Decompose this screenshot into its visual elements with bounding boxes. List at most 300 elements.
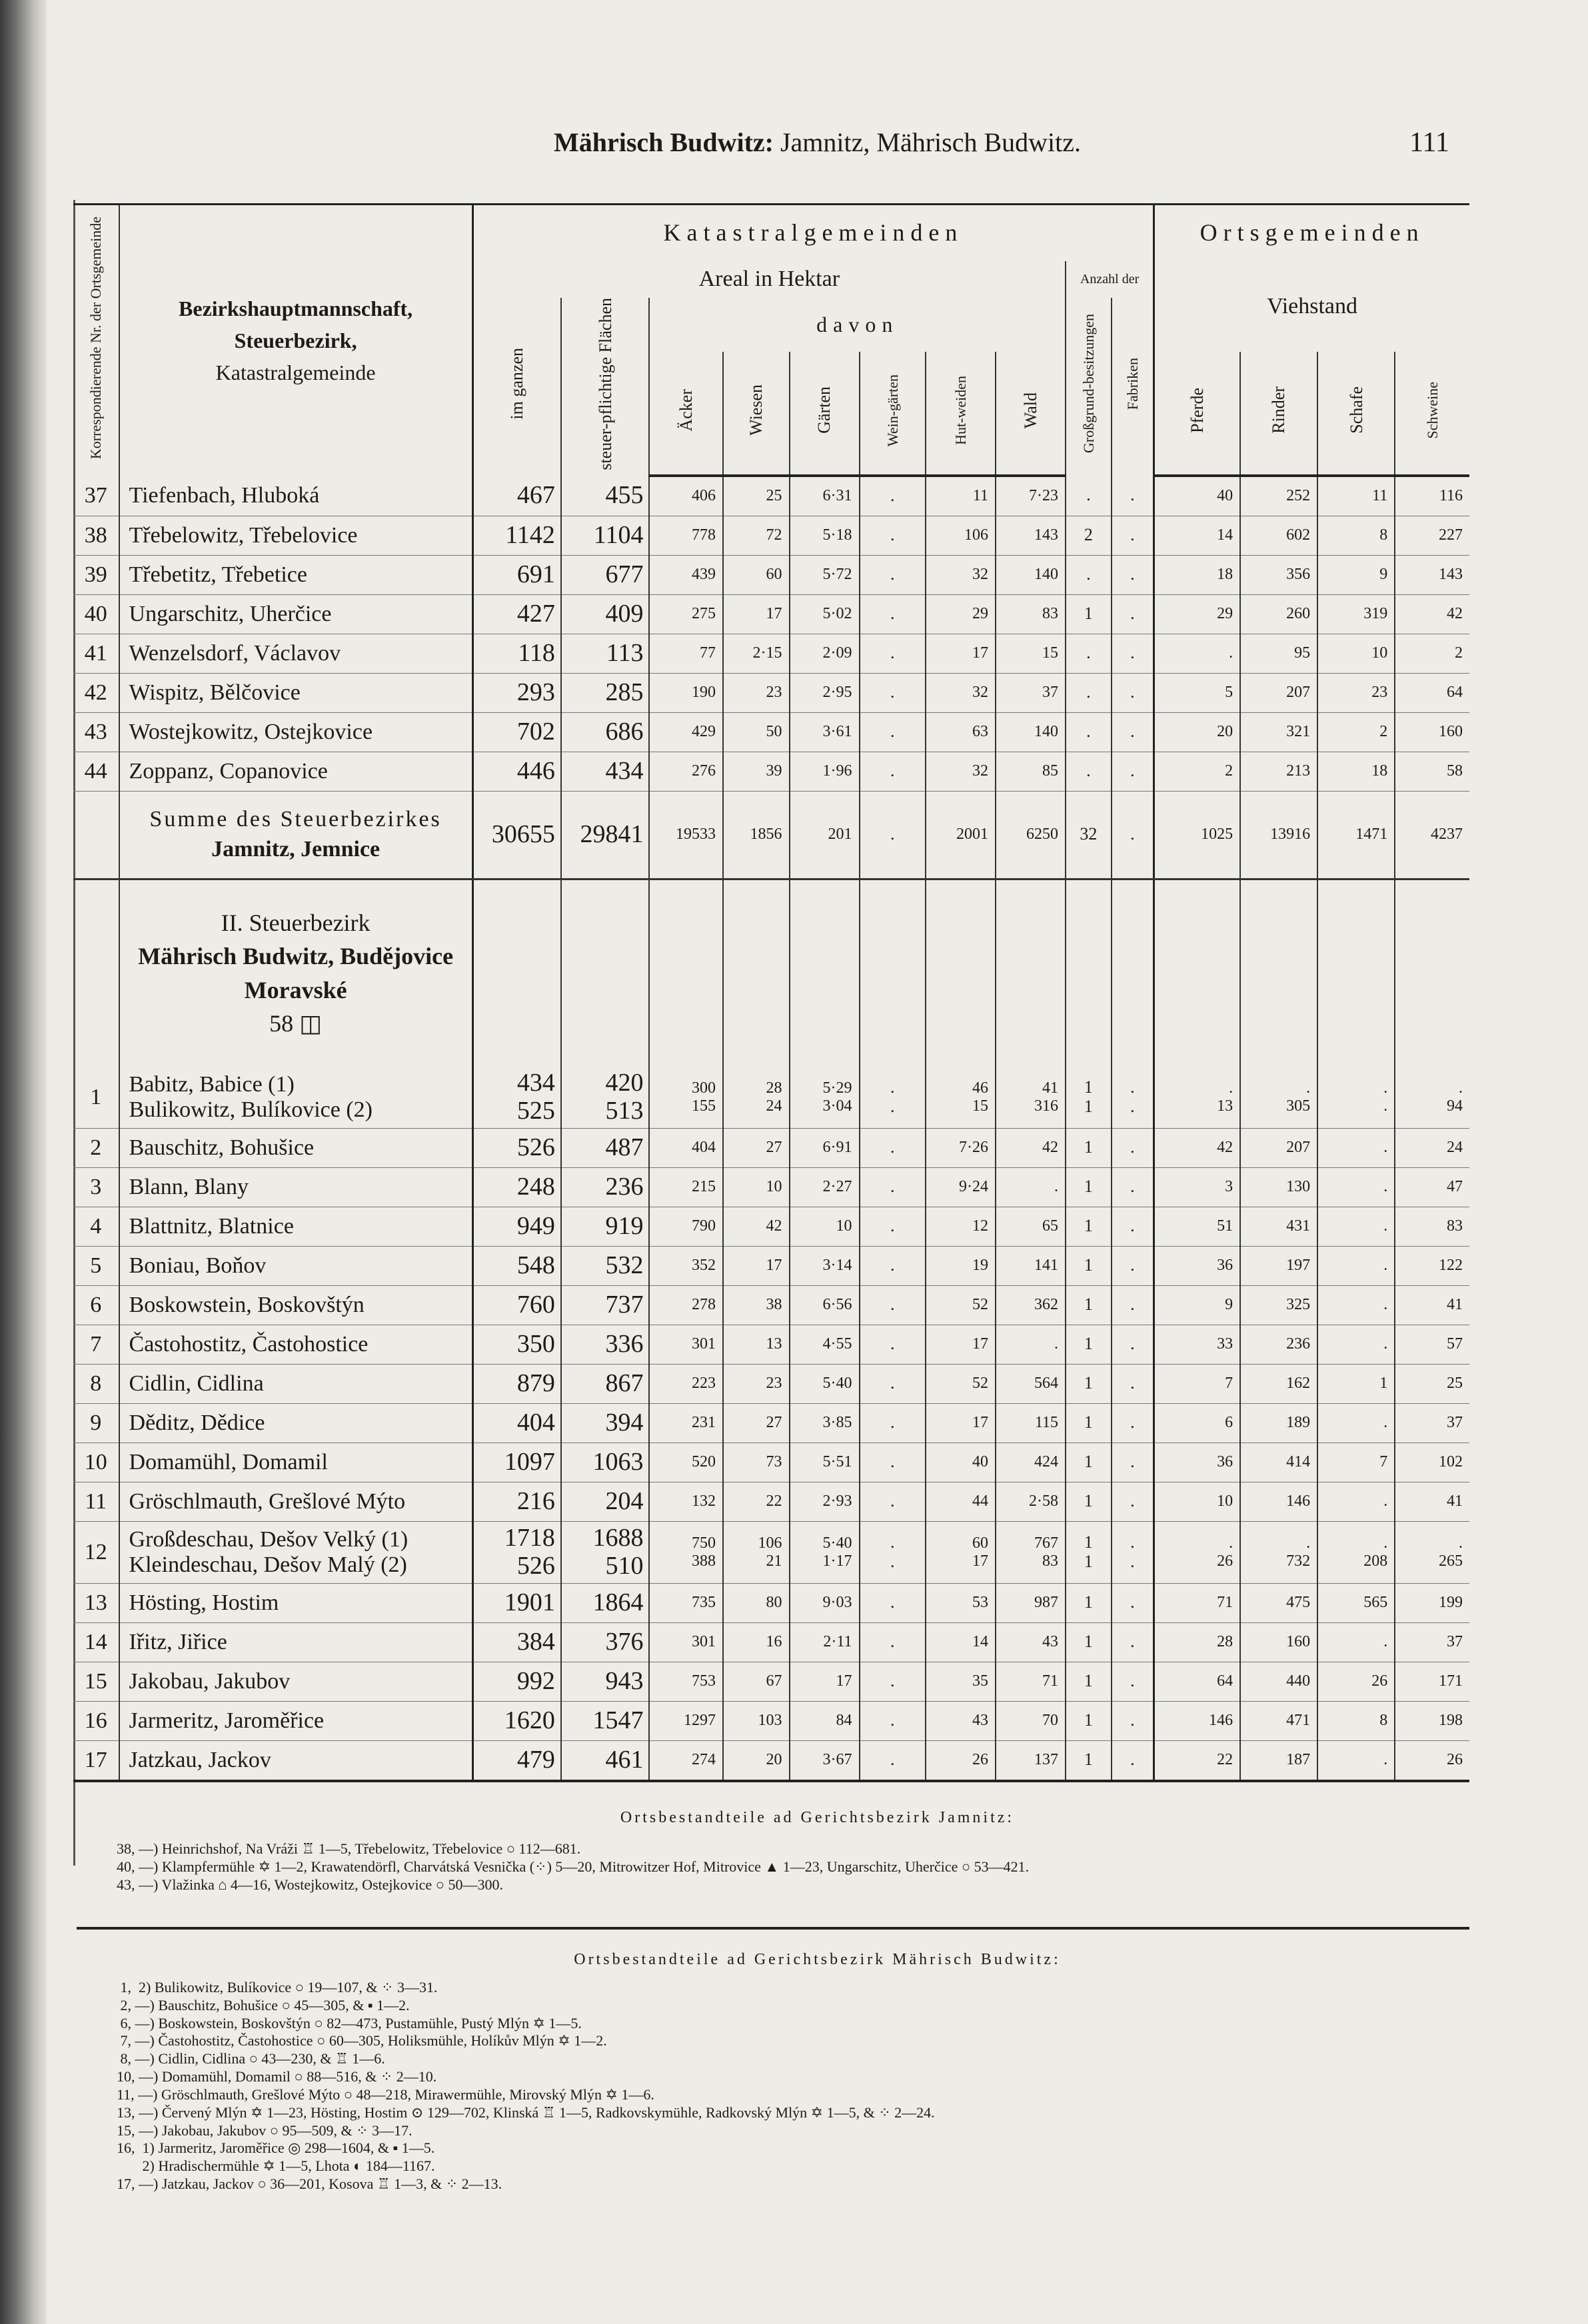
table-row: [73, 1285, 1469, 1325]
cell-wein: .: [860, 1403, 926, 1443]
cell-wein: .: [860, 555, 926, 594]
cell-steuer: 1864: [561, 1583, 650, 1622]
cell-wiesen: 106 21: [723, 1521, 789, 1583]
cell-wald: .: [996, 1167, 1066, 1207]
cell-gaerten: 2·95: [790, 673, 860, 712]
cell-gaerten: 5·02: [790, 594, 860, 634]
cell-gross: 1: [1066, 1207, 1112, 1246]
cell-gross: .: [1066, 752, 1112, 791]
cell-wald: 37: [996, 673, 1066, 712]
cell-wein: .: [860, 1246, 926, 1285]
cell-gaerten: 5·29 3·04: [790, 1067, 860, 1129]
summe-schafe: 1471: [1317, 791, 1395, 879]
cell-nr: 38: [73, 516, 119, 555]
cell-rinder: 207: [1240, 673, 1317, 712]
cell-nr: 5: [73, 1246, 119, 1285]
cell-rinder: 162: [1240, 1364, 1317, 1403]
cell-pferde: 22: [1154, 1740, 1240, 1781]
cell-acker: 439: [649, 555, 723, 594]
summe-wiesen: 1856: [723, 791, 789, 879]
cell-name: Wispitz, Bělčovice: [119, 673, 473, 712]
cell-gaerten: 2·09: [790, 634, 860, 673]
col-hutweiden: Hut-weiden: [926, 352, 996, 475]
cell-fab: .: [1112, 1167, 1154, 1207]
cell-wiesen: 72: [723, 516, 789, 555]
summe-wald: 6250: [996, 791, 1066, 879]
footnote-line: 1, 2) Bulikowitz, Bulíkovice ○ 19—107, & ⁘ 3—31.: [117, 1979, 438, 1996]
cell-wald: 140: [996, 712, 1066, 752]
footnote-heading-budwitz: Ortsbestandteile ad Gerichtsbezirk Mährisch Budwitz:: [574, 1951, 1061, 1968]
cell-rinder: 321: [1240, 712, 1317, 752]
cell-fab: .: [1112, 673, 1154, 712]
cell-schweine: 102: [1395, 1443, 1469, 1482]
cell-steuer: 686: [561, 712, 650, 752]
cell-hut: 17: [926, 1325, 996, 1364]
cell-fab: .: [1112, 1325, 1154, 1364]
table-row: [73, 1740, 1469, 1781]
cell-steuer: 943: [561, 1662, 650, 1701]
cell-acker: 520: [649, 1443, 723, 1482]
cell-pferde: 64: [1154, 1662, 1240, 1701]
col-schweine: Schweine: [1395, 352, 1469, 475]
col-gaerten: Gärten: [790, 352, 860, 475]
cell-acker: 77: [649, 634, 723, 673]
statistics-table: [73, 203, 1469, 1782]
running-header-bold: Mährisch Budwitz:: [553, 127, 774, 157]
footnote-line: 2, —) Bauschitz, Bohušice ○ 45—305, & ▪ 1—2.: [117, 1996, 410, 2014]
cell-schweine: 2: [1395, 634, 1469, 673]
cell-gaerten: 6·91: [790, 1128, 860, 1167]
cell-gross: 2: [1066, 516, 1112, 555]
cell-hut: 29: [926, 594, 996, 634]
cell-schafe: 11: [1317, 476, 1395, 516]
cell-pferde: 36: [1154, 1443, 1240, 1482]
cell-wein: .: [860, 1701, 926, 1740]
summe-hut: 2001: [926, 791, 996, 879]
cell-gaerten: 6·56: [790, 1285, 860, 1325]
cell-name: Tiefenbach, Hluboká: [119, 476, 473, 516]
cell-fab: .: [1112, 1583, 1154, 1622]
cell-schweine: 171: [1395, 1662, 1469, 1701]
table-body-budwitz: [73, 1067, 1469, 1781]
cell-gross: 1 1: [1066, 1067, 1112, 1129]
cell-hut: 46 15: [926, 1067, 996, 1129]
cell-acker: 132: [649, 1482, 723, 1521]
cell-ganz: 434 525: [472, 1067, 561, 1129]
cell-schweine: 199: [1395, 1583, 1469, 1622]
cell-gross: .: [1066, 673, 1112, 712]
summe-label: [119, 791, 473, 879]
col-pferde: Pferde: [1154, 352, 1240, 475]
cell-wald: 362: [996, 1285, 1066, 1325]
cell-hut: 43: [926, 1701, 996, 1740]
cell-wein: .: [860, 1207, 926, 1246]
cell-steuer: 285: [561, 673, 650, 712]
cell-gross: 1: [1066, 1740, 1112, 1781]
cell-gaerten: 5·72: [790, 555, 860, 594]
cell-hut: 44: [926, 1482, 996, 1521]
cell-pferde: .: [1154, 634, 1240, 673]
cell-schafe: 26: [1317, 1662, 1395, 1701]
cell-rinder: 414: [1240, 1443, 1317, 1482]
cell-fab: .: [1112, 634, 1154, 673]
cell-name: Ungarschitz, Uherčice: [119, 594, 473, 634]
cell-hut: 12: [926, 1207, 996, 1246]
cell-hut: 14: [926, 1622, 996, 1662]
cell-gaerten: 3·67: [790, 1740, 860, 1781]
cell-ganz: 992: [472, 1662, 561, 1701]
cell-acker: 190: [649, 673, 723, 712]
cell-wein: .: [860, 1167, 926, 1207]
cell-fab: .: [1112, 516, 1154, 555]
cell-fab: .: [1112, 594, 1154, 634]
cell-fab: .: [1112, 555, 1154, 594]
cell-pferde: . 13: [1154, 1067, 1240, 1129]
table-row: [73, 1067, 1469, 1129]
summe-gross: 32: [1066, 791, 1112, 879]
col-wiesen: Wiesen: [723, 352, 789, 475]
cell-schweine: . 94: [1395, 1067, 1469, 1129]
page-number: 111: [1409, 127, 1449, 158]
cell-steuer: 737: [561, 1285, 650, 1325]
cell-ganz: 248: [472, 1167, 561, 1207]
cell-acker: 276: [649, 752, 723, 791]
cell-acker: 429: [649, 712, 723, 752]
cell-wiesen: 17: [723, 594, 789, 634]
cell-nr: 16: [73, 1701, 119, 1740]
cell-name: Iřitz, Jiřice: [119, 1622, 473, 1662]
col-group-anzahl: Anzahl der: [1066, 261, 1154, 298]
cell-rinder: . 732: [1240, 1521, 1317, 1583]
cell-wiesen: 2·15: [723, 634, 789, 673]
cell-wein: .: [860, 1443, 926, 1482]
cell-hut: 32: [926, 673, 996, 712]
footnote-line: 15, —) Jakobau, Jakubov ○ 95—509, & ⁘ 3—17.: [117, 2121, 412, 2139]
cell-gaerten: 2·93: [790, 1482, 860, 1521]
cell-name: Gröschlmauth, Grešlové Mýto: [119, 1482, 473, 1521]
cell-wiesen: 17: [723, 1246, 789, 1285]
cell-schweine: 227: [1395, 516, 1469, 555]
cell-rinder: 160: [1240, 1622, 1317, 1662]
cell-steuer: 455: [561, 476, 650, 516]
summe-pferde: 1025: [1154, 791, 1240, 879]
cell-wald: 137: [996, 1740, 1066, 1781]
cell-fab: .: [1112, 476, 1154, 516]
cell-steuer: 376: [561, 1622, 650, 1662]
cell-ganz: 526: [472, 1128, 561, 1167]
cell-wein: .: [860, 594, 926, 634]
cell-steuer: 394: [561, 1403, 650, 1443]
cell-schafe: .: [1317, 1246, 1395, 1285]
cell-schafe: 1: [1317, 1364, 1395, 1403]
cell-fab: .: [1112, 1443, 1154, 1482]
cell-fab: .: [1112, 1207, 1154, 1246]
cell-acker: 406: [649, 476, 723, 516]
cell-rinder: 187: [1240, 1740, 1317, 1781]
cell-gross: 1: [1066, 1622, 1112, 1662]
cell-schweine: 64: [1395, 673, 1469, 712]
cell-steuer: 461: [561, 1740, 650, 1781]
cell-ganz: 691: [472, 555, 561, 594]
footnote-line: 38, —) Heinrichshof, Na Vráži ♖ 1—5, Třebelowitz, Třebelovice ○ 112—681.: [117, 1840, 581, 1857]
cell-gross: .: [1066, 712, 1112, 752]
cell-wald: 2·58: [996, 1482, 1066, 1521]
cell-pferde: 28: [1154, 1622, 1240, 1662]
cell-ganz: 1901: [472, 1583, 561, 1622]
cell-hut: 52: [926, 1364, 996, 1403]
cell-ganz: 293: [472, 673, 561, 712]
cell-steuer: 867: [561, 1364, 650, 1403]
footnote-line: 40, —) Klampfermühle ✡ 1—2, Krawatendörfl, Charvátská Vesnička (⁘) 5—20, Mitrowitzer Hof, Mitrovice ▲ 1—23, Ungarschitz, Uherčice ○ 53—421.: [117, 1858, 1030, 1875]
cell-steuer: 1547: [561, 1701, 650, 1740]
cell-rinder: 236: [1240, 1325, 1317, 1364]
cell-schweine: 47: [1395, 1167, 1469, 1207]
cell-schweine: 37: [1395, 1622, 1469, 1662]
section-line-1: II. Steuerbezirk: [221, 909, 371, 936]
section-line-3: Moravské: [244, 976, 347, 1003]
cell-pferde: 9: [1154, 1285, 1240, 1325]
cell-wiesen: 10: [723, 1167, 789, 1207]
cell-fab: .: [1112, 1246, 1154, 1285]
cell-nr: 39: [73, 555, 119, 594]
summe-nr: [73, 791, 119, 879]
cell-rinder: 440: [1240, 1662, 1317, 1701]
cell-wiesen: 25: [723, 476, 789, 516]
cell-rinder: 475: [1240, 1583, 1317, 1622]
cell-schweine: 143: [1395, 555, 1469, 594]
cell-rinder: 95: [1240, 634, 1317, 673]
col-schafe: Schafe: [1317, 352, 1395, 475]
cell-schafe: 18: [1317, 752, 1395, 791]
cell-name: Blattnitz, Blatnice: [119, 1207, 473, 1246]
cell-gross: 1: [1066, 1167, 1112, 1207]
cell-pferde: 33: [1154, 1325, 1240, 1364]
table-row: [73, 1662, 1469, 1701]
cell-wiesen: 22: [723, 1482, 789, 1521]
cell-name: Hösting, Hostim: [119, 1583, 473, 1622]
table-summary: [73, 791, 1469, 1067]
cell-acker: 300 155: [649, 1067, 723, 1129]
cell-hut: 52: [926, 1285, 996, 1325]
section-line-2: Mährisch Budwitz, Budějovice: [138, 943, 454, 970]
section-heading-row: [73, 879, 1469, 1067]
cell-rinder: 431: [1240, 1207, 1317, 1246]
cell-acker: 275: [649, 594, 723, 634]
cell-name: Babitz, Babice (1) Bulikowitz, Bulíkovice (2): [119, 1067, 473, 1129]
cell-acker: 223: [649, 1364, 723, 1403]
table-row: [73, 1167, 1469, 1207]
cell-acker: 750 388: [649, 1521, 723, 1583]
cell-hut: 17: [926, 634, 996, 673]
cell-gaerten: 2·27: [790, 1167, 860, 1207]
cell-wein: .: [860, 1482, 926, 1521]
cell-ganz: 479: [472, 1740, 561, 1781]
cell-wiesen: 13: [723, 1325, 789, 1364]
cell-gaerten: 4·55: [790, 1325, 860, 1364]
cell-hut: 9·24: [926, 1167, 996, 1207]
cell-pferde: 2: [1154, 752, 1240, 791]
cell-schweine: 42: [1395, 594, 1469, 634]
cell-pferde: 51: [1154, 1207, 1240, 1246]
cell-wiesen: 28 24: [723, 1067, 789, 1129]
cell-gross: 1: [1066, 1285, 1112, 1325]
cell-rinder: 207: [1240, 1128, 1317, 1167]
cell-wiesen: 60: [723, 555, 789, 594]
cell-gaerten: 84: [790, 1701, 860, 1740]
cell-wald: 424: [996, 1443, 1066, 1482]
cell-steuer: 487: [561, 1128, 650, 1167]
cell-nr: 13: [73, 1583, 119, 1622]
cell-rinder: 213: [1240, 752, 1317, 791]
cell-ganz: 350: [472, 1325, 561, 1364]
summe-ganz: 30655: [472, 791, 561, 879]
cell-name: Großdeschau, Dešov Velký (1) Kleindeschau, Dešov Malý (2): [119, 1521, 473, 1583]
cell-fab: . .: [1112, 1067, 1154, 1129]
cell-schafe: 8: [1317, 516, 1395, 555]
cell-wald: 42: [996, 1128, 1066, 1167]
cell-ganz: 1620: [472, 1701, 561, 1740]
cell-nr: 9: [73, 1403, 119, 1443]
cell-gross: 1: [1066, 1662, 1112, 1701]
cell-wald: 141: [996, 1246, 1066, 1285]
cell-wiesen: 67: [723, 1662, 789, 1701]
cell-wein: .: [860, 712, 926, 752]
footnote-line: 17, —) Jatzkau, Jackov ○ 36—201, Kosova ♖ 1—3, & ⁘ 2—13.: [117, 2175, 502, 2193]
footnote-line: 16, 1) Jarmeritz, Jaroměřice ◎ 298—1604, & ▪ 1—5.: [117, 2139, 435, 2157]
cell-hut: 106: [926, 516, 996, 555]
cell-nr: 41: [73, 634, 119, 673]
cell-gaerten: 1·96: [790, 752, 860, 791]
cell-pferde: 71: [1154, 1583, 1240, 1622]
cell-schafe: .: [1317, 1128, 1395, 1167]
col-group-areal: Areal in Hektar: [472, 261, 1066, 298]
cell-hut: 26: [926, 1740, 996, 1781]
cell-name: Wostejkowitz, Ostejkovice: [119, 712, 473, 752]
footnote-divider: [77, 1927, 1469, 1930]
cell-wiesen: 27: [723, 1128, 789, 1167]
cell-gaerten: 5·18: [790, 516, 860, 555]
cell-gross: 1 1: [1066, 1521, 1112, 1583]
cell-gaerten: 2·11: [790, 1622, 860, 1662]
col-group-davon: davon: [649, 298, 1066, 352]
cell-schafe: .: [1317, 1167, 1395, 1207]
cell-ganz: 879: [472, 1364, 561, 1403]
cell-gaerten: 5·40: [790, 1364, 860, 1403]
cell-rinder: 197: [1240, 1246, 1317, 1285]
cell-wiesen: 38: [723, 1285, 789, 1325]
cell-gross: 1: [1066, 1128, 1112, 1167]
cell-hut: 60 17: [926, 1521, 996, 1583]
cell-nr: 14: [73, 1622, 119, 1662]
footnote-line: 11, —) Gröschlmauth, Grešlové Mýto ○ 48—218, Mirawermühle, Mirovský Mlýn ✡ 1—6.: [117, 2085, 654, 2103]
cell-hut: 32: [926, 555, 996, 594]
cell-ganz: 702: [472, 712, 561, 752]
cell-wein: .: [860, 1583, 926, 1622]
cell-ganz: 216: [472, 1482, 561, 1521]
col-acker: Äcker: [649, 352, 723, 475]
col-grossgrund: Großgrund-besitzungen: [1066, 298, 1112, 476]
cell-wein: . .: [860, 1067, 926, 1129]
cell-wald: 564: [996, 1364, 1066, 1403]
cell-hut: 53: [926, 1583, 996, 1622]
cell-fab: .: [1112, 1740, 1154, 1781]
cell-pferde: . 26: [1154, 1521, 1240, 1583]
cell-schafe: 23: [1317, 673, 1395, 712]
cell-schafe: 8: [1317, 1701, 1395, 1740]
cell-nr: 8: [73, 1364, 119, 1403]
cell-hut: 19: [926, 1246, 996, 1285]
cell-gaerten: 5·40 1·17: [790, 1521, 860, 1583]
running-header: [47, 127, 1588, 158]
cell-wiesen: 50: [723, 712, 789, 752]
cell-name: Wenzelsdorf, Václavov: [119, 634, 473, 673]
cell-schweine: 58: [1395, 752, 1469, 791]
cell-ganz: 1718 526: [472, 1521, 561, 1583]
cell-acker: 753: [649, 1662, 723, 1701]
section-nr: [73, 879, 119, 1067]
cell-nr: 2: [73, 1128, 119, 1167]
cell-gross: .: [1066, 555, 1112, 594]
cell-gross: 1: [1066, 594, 1112, 634]
cell-name: Domamühl, Domamil: [119, 1443, 473, 1482]
footnote-line: 10, —) Domamühl, Domamil ○ 88—516, & ⁘ 2—10.: [117, 2068, 437, 2085]
col-rinder: Rinder: [1240, 352, 1317, 475]
summe-rinder: 13916: [1240, 791, 1317, 879]
cell-schafe: .: [1317, 1325, 1395, 1364]
cell-name: Děditz, Dědice: [119, 1403, 473, 1443]
cell-fab: .: [1112, 1364, 1154, 1403]
cell-fab: .: [1112, 1701, 1154, 1740]
cell-fab: .: [1112, 1622, 1154, 1662]
cell-ganz: 548: [472, 1246, 561, 1285]
cell-name: Boniau, Boňov: [119, 1246, 473, 1285]
cell-wein: .: [860, 1285, 926, 1325]
cell-nr: 11: [73, 1482, 119, 1521]
cell-steuer: 409: [561, 594, 650, 634]
cell-wiesen: 27: [723, 1403, 789, 1443]
cell-wald: 140: [996, 555, 1066, 594]
cell-schafe: 7: [1317, 1443, 1395, 1482]
cell-wein: .: [860, 1622, 926, 1662]
cell-acker: 301: [649, 1325, 723, 1364]
summe-label-1: Summe des Steuerbezirkes: [149, 807, 442, 832]
cell-schweine: 122: [1395, 1246, 1469, 1285]
cell-nr: 12: [73, 1521, 119, 1583]
cell-wein: .: [860, 1128, 926, 1167]
cell-pferde: 146: [1154, 1701, 1240, 1740]
table-row: [73, 1403, 1469, 1443]
cell-gaerten: 5·51: [790, 1443, 860, 1482]
cell-rinder: 325: [1240, 1285, 1317, 1325]
cell-wald: 987: [996, 1583, 1066, 1622]
cell-wald: 71: [996, 1662, 1066, 1701]
cell-gross: .: [1066, 476, 1112, 516]
cell-nr: 40: [73, 594, 119, 634]
cell-fab: .: [1112, 752, 1154, 791]
cell-wald: 41 316: [996, 1067, 1066, 1129]
cell-schafe: .: [1317, 1622, 1395, 1662]
cell-fab: .: [1112, 1662, 1154, 1701]
col-bezirk: Bezirkshauptmannschaft, Steuerbezirk, Katastralgemeinde: [119, 205, 473, 476]
cell-ganz: 949: [472, 1207, 561, 1246]
cell-pferde: 6: [1154, 1403, 1240, 1443]
table-row: [73, 1622, 1469, 1662]
cell-schweine: 41: [1395, 1482, 1469, 1521]
section-line-4: 58 ◫: [269, 1009, 323, 1037]
cell-nr: 3: [73, 1167, 119, 1207]
cell-gaerten: 17: [790, 1662, 860, 1701]
cell-ganz: 427: [472, 594, 561, 634]
